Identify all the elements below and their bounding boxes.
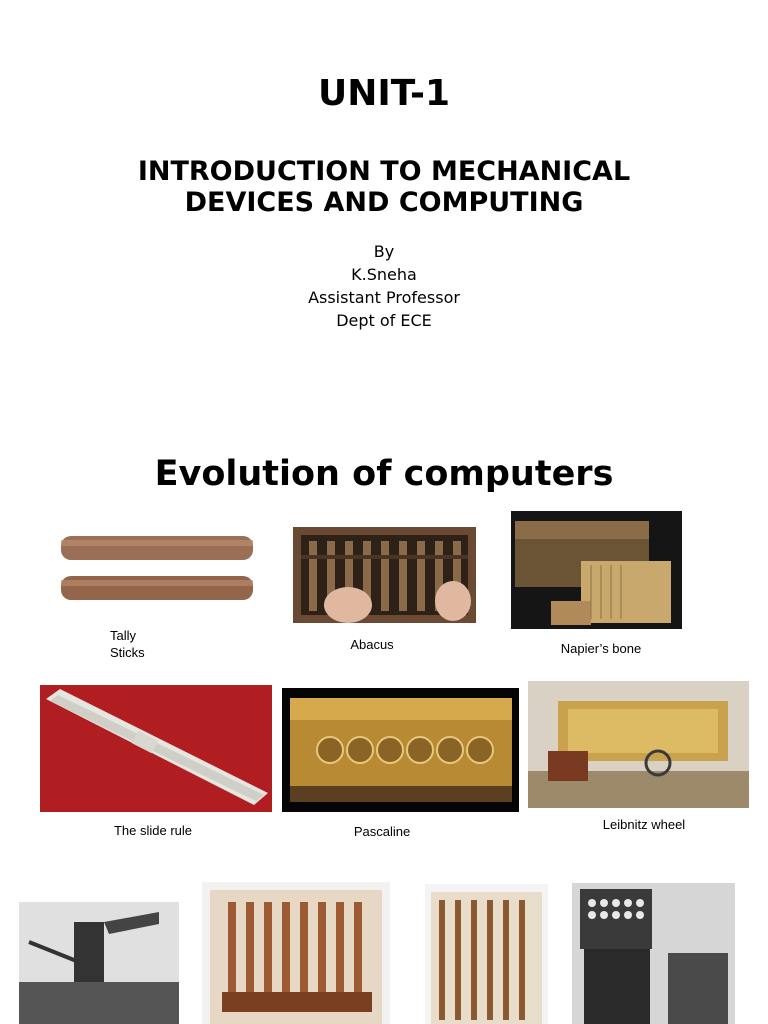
author-by: By (373, 242, 395, 261)
analytical-engine-image (425, 884, 548, 1024)
napiers-bone-image (511, 511, 682, 629)
author-department: Dept of ECE (336, 311, 432, 330)
abacus-caption: Abacus (350, 637, 394, 652)
difference-engine-image (202, 882, 390, 1024)
subtitle-line-2: DEVICES AND COMPUTING (184, 187, 584, 218)
tabulating-machine-image (572, 883, 735, 1024)
subtitle-line-1: INTRODUCTION TO MECHANICAL (137, 156, 631, 187)
abacus-image (293, 527, 476, 623)
author-name: K.Sneha (351, 265, 417, 284)
leibnitz-wheel-caption: Leibnitz wheel (602, 817, 686, 832)
slide1-subtitle (60, 156, 708, 218)
slide-rule-caption: The slide rule (113, 823, 193, 838)
leibnitz-wheel-image (528, 681, 749, 808)
slide2-title: Evolution of computers (154, 454, 614, 494)
tally-sticks-caption: Tally Sticks (110, 628, 145, 660)
early-machine-bw-image (19, 902, 179, 1024)
pascaline-caption: Pascaline (353, 824, 411, 839)
napiers-bone-caption: Napier’s bone (560, 641, 642, 656)
author-block (0, 240, 768, 332)
author-position: Assistant Professor (308, 288, 460, 307)
pascaline-image (282, 688, 519, 812)
slide1-title: UNIT-1 (317, 73, 450, 114)
slide-rule-image (40, 685, 272, 812)
tally-sticks-image (55, 530, 258, 610)
